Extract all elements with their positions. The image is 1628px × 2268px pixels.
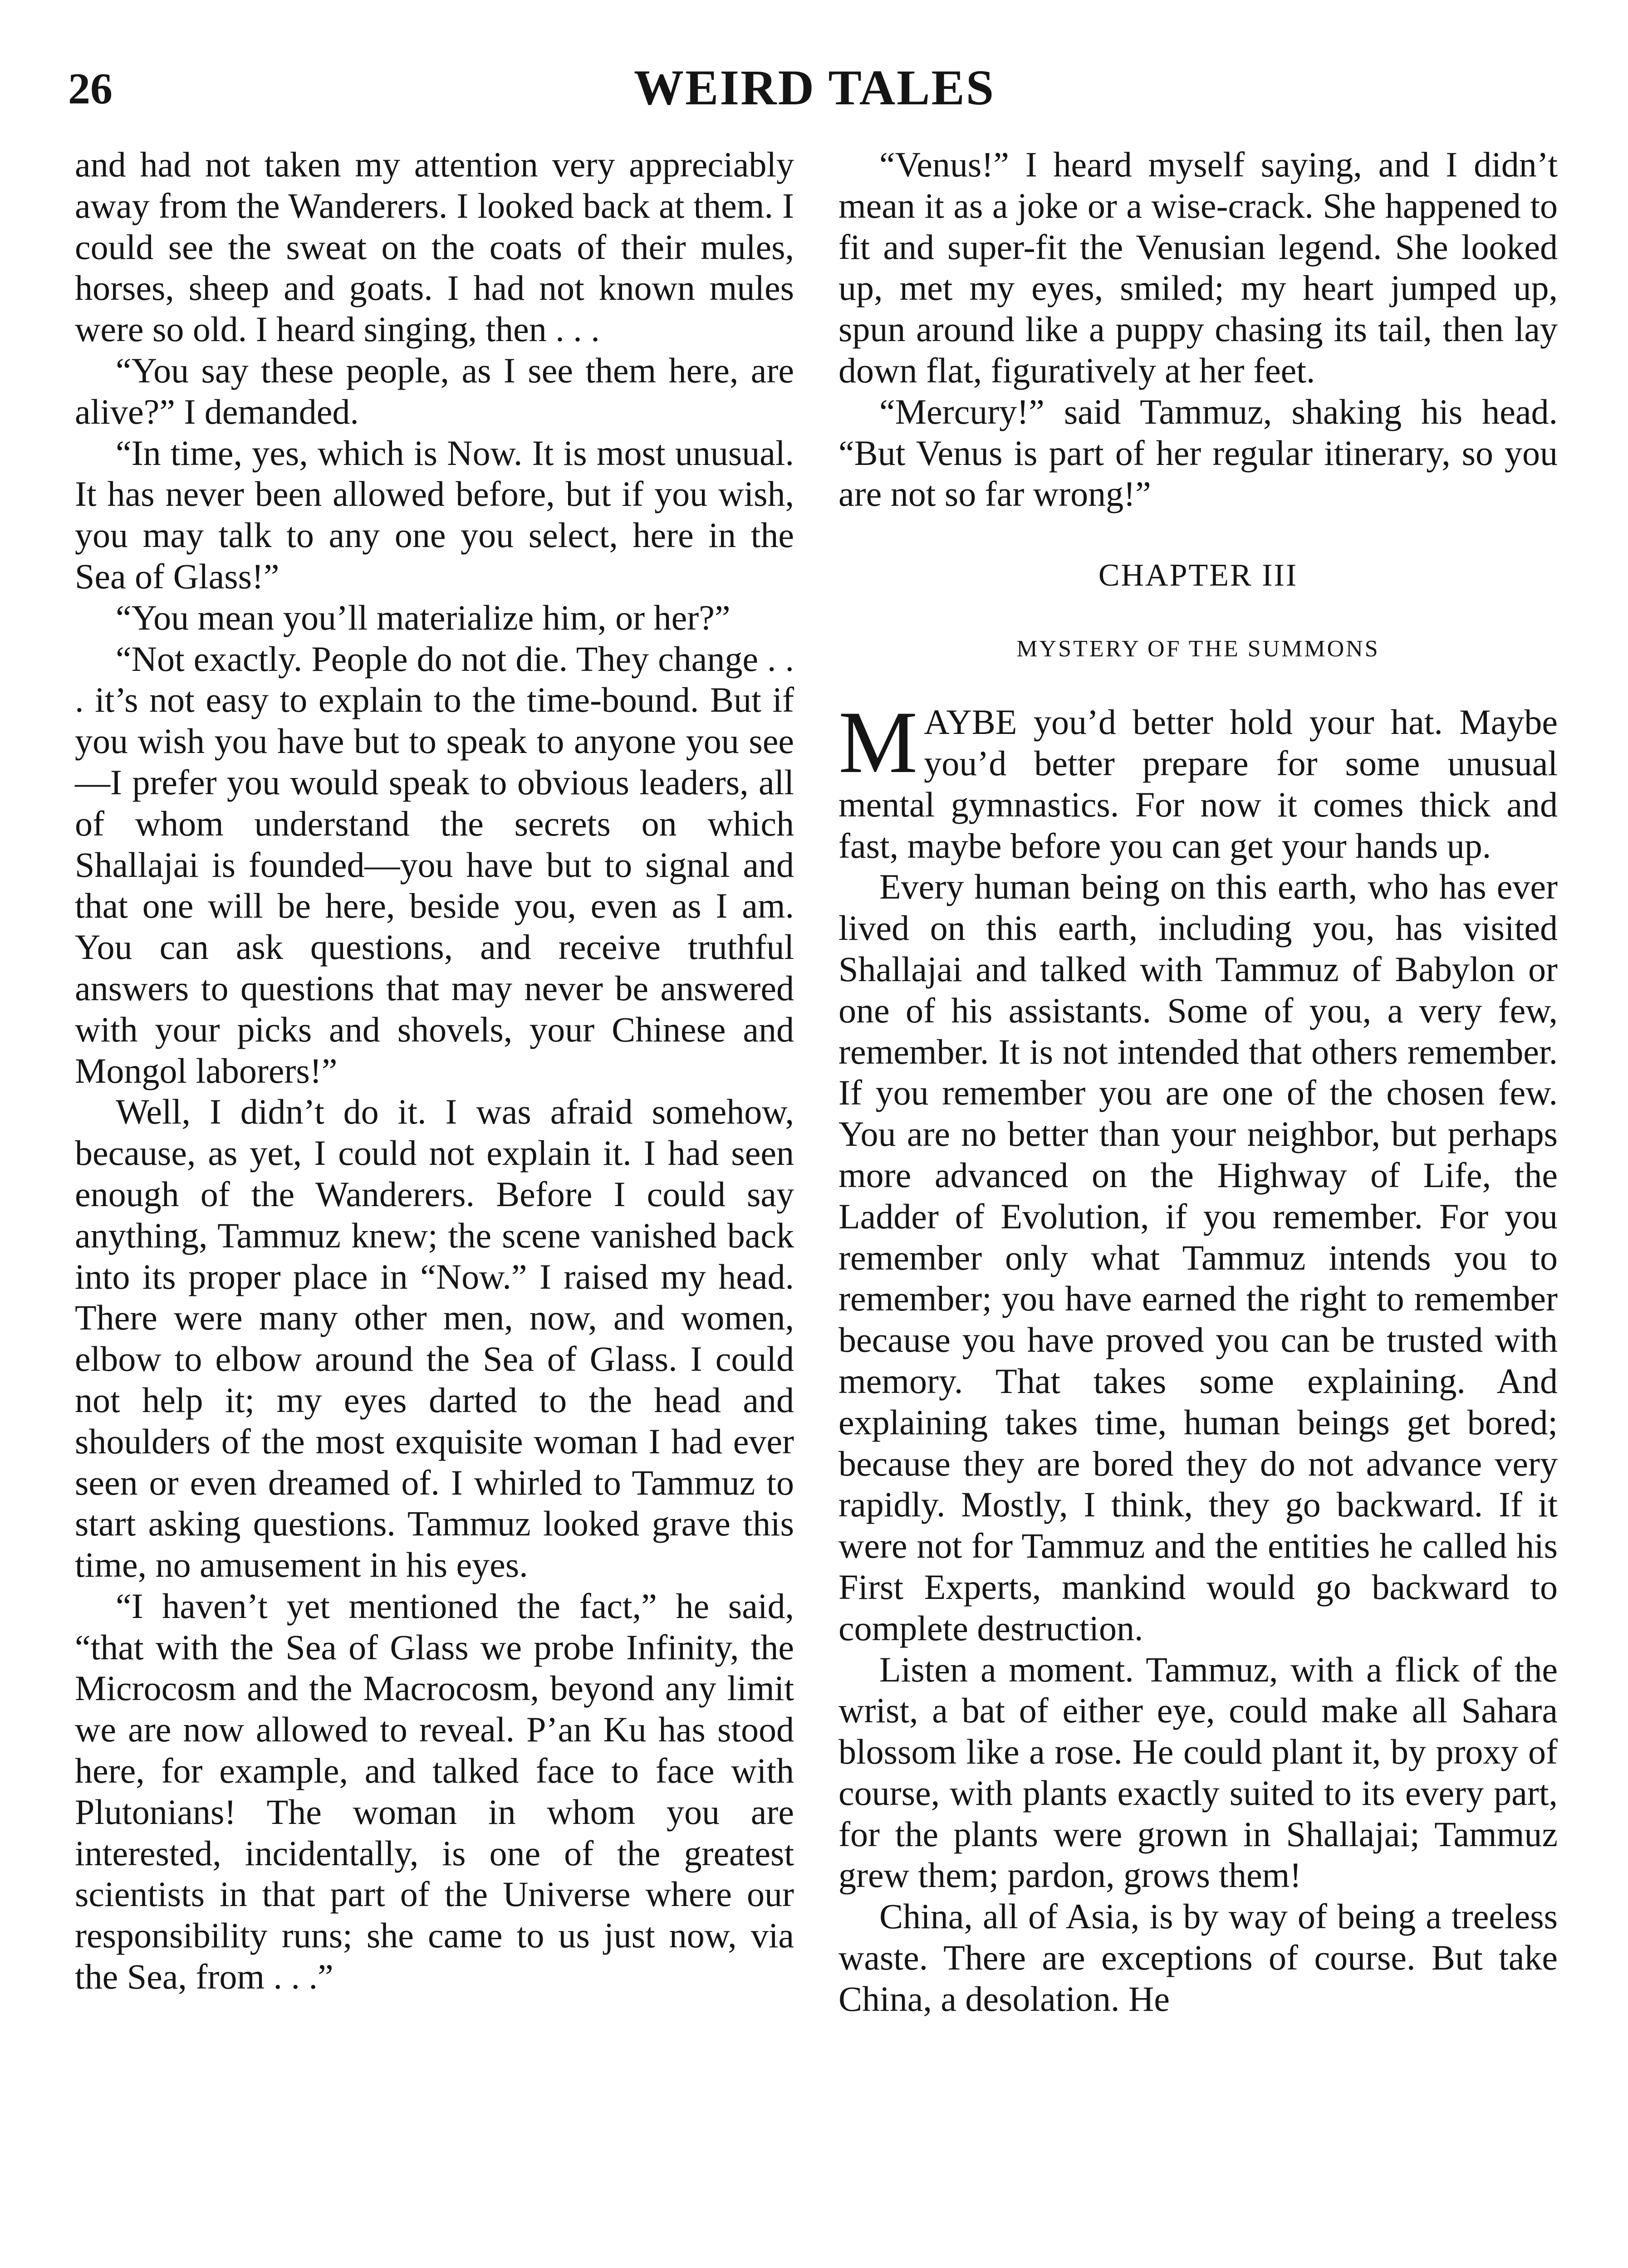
left-column [75, 144, 794, 1998]
paragraph: Listen a moment. Tammuz, with a flick of the wrist, a bat of either eye, could make all Sahara blossom like a rose. He could plant it, by proxy of course, with plants exactly suited to its every part, for the plants were grown in Shallajai; Tammuz grew them; pardon, grows them! [839, 1649, 1558, 1895]
opening-text: AYBE you’d better hold your hat. Maybe you’d better prepare for some unusual mental gymnastics. For now it comes thick and fast, maybe before you can get your hands up. [839, 702, 1558, 865]
chapter-opening-paragraph [839, 693, 1558, 866]
chapter-subtitle: MYSTERY OF THE SUMMONS [1016, 636, 1380, 662]
paragraph: “Venus!” I heard myself saying, and I didn’t mean it as a joke or a wise-crack. She happened to fit and super-fit the Venusian legend. She looked up, met my eyes, smiled; my heart jumped up, spun around like a puppy chasing its tail, then lay down flat, figuratively at her feet. [839, 145, 1558, 390]
right-column [839, 144, 1558, 2020]
paragraph: Well, I didn’t do it. I was afraid somehow, because, as yet, I could not explain it. I had seen enough of the Wanderers. Before I could say anything, Tammuz knew; the scene vanished back into its proper place in “Now.” I raised my head. There were many other men, now, and women, elbow to elbow around the Sea of Glass. I could not help it; my eyes darted to the head and shoulders of the most exquisite woman I had ever seen or even dreamed of. I whirled to Tammuz to start asking questions. Tammuz looked grave this time, no amusement in his eyes. [75, 1092, 794, 1585]
paragraph: Every human being on this earth, who has ever lived on this earth, including you, has visited Shallajai and talked with Tammuz of Babylon or one of his assistants. Some of you, a very few, remember. It is not intended that others remember. If you remember you are one of the chosen few. You are no better than your neighbor, but perhaps more advanced on the Highway of Life, the Ladder of Evolution, if you remember. For you remember only what Tammuz intends you to remember; you have earned the right to remember because you have proved you can be trusted with memory. That takes some explaining. And explaining takes time, human beings get bored; because they are bored they do not advance very rapidly. Mostly, I think, they go backward. If it were not for Tammuz and the entities he called his First Experts, mankind would go backward to complete destruction. [839, 867, 1558, 1648]
drop-cap: M [839, 693, 918, 792]
page-header [68, 54, 1561, 132]
paragraph: “I haven’t yet mentioned the fact,” he said, “that with the Sea of Glass we probe Infinity, the Microcosm and the Macrocosm, beyond any limit we are now allowed to reveal. P’an Ku has stood here, for example, and talked face to face with Plutonians! The woman in whom you are interested, incidentally, is one of the greatest scientists in that part of the Universe where our responsibility runs; she came to us just now, via the Sea, from . . .” [75, 1586, 794, 1997]
chapter-spacer [839, 670, 1558, 702]
paragraph: “You mean you’ll materialize him, or her?” [116, 597, 731, 637]
paragraph: “In time, yes, which is Now. It is most unusual. It has never been allowed before, but if you wish, you may talk to any one you select, here in the Sea of Glass!” [75, 433, 794, 596]
paragraph: “You say these people, as I see them here, are alive?” I demanded. [75, 350, 794, 431]
chapter-heading: CHAPTER III [1098, 558, 1298, 593]
paragraph: “Not exactly. People do not die. They change . . . it’s not easy to explain to the time-bound. But if you wish you have but to speak to anyone you see—I prefer you would speak to obvious leaders, all of whom understand the secrets on which Shallajai is founded—you have but to signal and that one will be here, beside you, even as I am. You can ask questions, and receive truthful answers to questions that may never be answered with your picks and shovels, your Chinese and Mongol laborers!” [75, 639, 794, 1090]
paragraph: China, all of Asia, is by way of being a treeless waste. There are exceptions of course. But take China, a desolation. He [839, 1897, 1558, 2019]
page-number: 26 [68, 64, 113, 113]
paragraph: “Mercury!” said Tammuz, shaking his head. “But Venus is part of her regular itinerary, so you are not so far wrong!” [839, 391, 1558, 514]
paragraph: and had not taken my attention very appreciably away from the Wanderers. I looked back at them. I could see the sweat on the coats of their mules, horses, sheep and goats. I had not known mules were so old. I heard singing, then . . . [75, 145, 794, 349]
magazine-title: WEIRD TALES [633, 60, 995, 115]
